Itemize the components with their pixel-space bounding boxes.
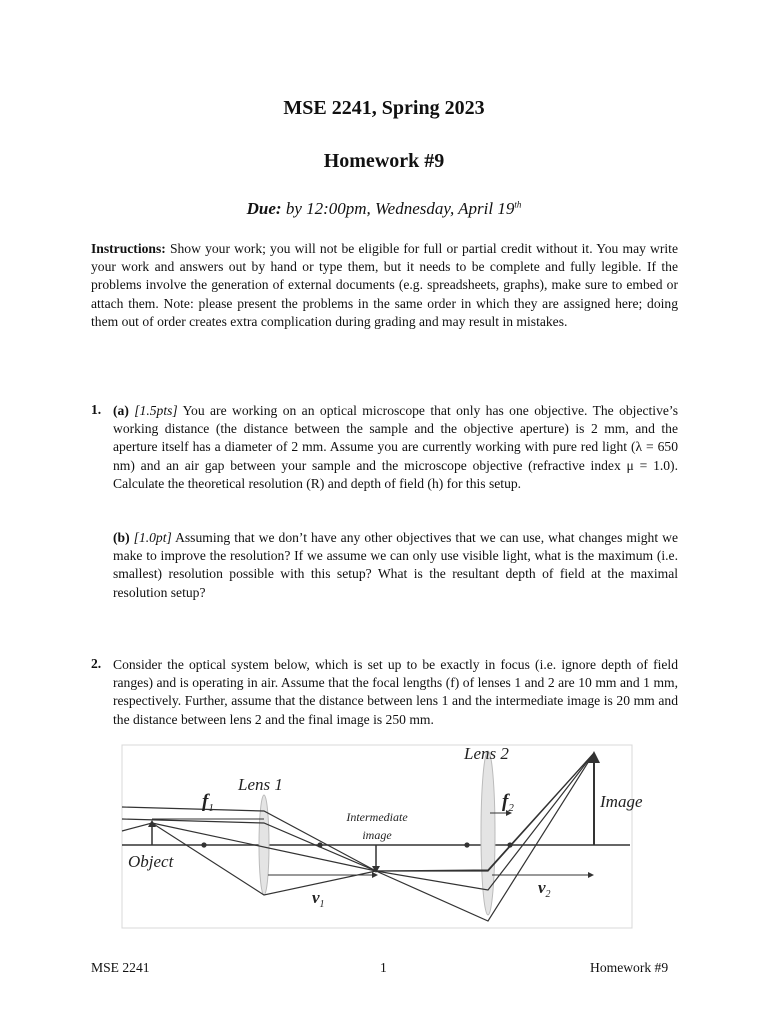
footer-page-number: 1	[380, 960, 387, 975]
v2-letter: v	[538, 878, 546, 897]
focal-point-1	[201, 842, 206, 847]
part-b-label: (b)	[113, 530, 130, 545]
instructions	[91, 240, 678, 331]
instructions-text: Show your work; you will not be eligible for full or partial credit without it. You may write your work and answers out by hand or type them, but it needs to be complete and fully legible. If the problems involve the generation of external documents (e.g. spreadsheets, graphs), make sure to embed or attach them. Note: please present the problems in the same order in which they are assigned here; doing them out of order creates extra complication during grading and may result in mistakes.	[91, 241, 678, 329]
problem1-part-b	[113, 529, 678, 602]
optical-diagram	[122, 744, 643, 928]
lens2-label: Lens 2	[464, 744, 509, 763]
image-label: Image	[600, 792, 643, 811]
problem2-number: 2.	[91, 656, 102, 671]
problem1-part-a	[113, 402, 678, 493]
part-b-points: [1.0pt]	[129, 530, 172, 545]
footer-right: Homework #9	[590, 960, 669, 975]
part-a-points: [1.5pts]	[128, 403, 178, 418]
intermediate-label-line1: Intermediate	[346, 810, 408, 824]
instructions-label: Instructions:	[91, 241, 166, 256]
f1-letter: f	[202, 791, 209, 812]
focal-point-3	[464, 842, 469, 847]
part-a-label: (a)	[113, 403, 129, 418]
lens1-label: Lens 1	[238, 775, 283, 794]
homework-title: Homework #9	[323, 150, 445, 172]
due-text: by 12:00pm, Wednesday, April 19	[281, 199, 515, 218]
focal-point-2	[317, 842, 322, 847]
v1-letter: v	[312, 888, 320, 907]
focal-point-4	[507, 842, 512, 847]
course-title: MSE 2241, Spring 2023	[283, 97, 485, 119]
part-a-text: You are working on an optical microscope that only has one objective. The objective’s working distance (the distance between the sample and the objective aperture) is 2 mm, and the aperture itself has a diameter of 2 mm. Assume you are currently working with pure red light (λ = 650 nm) and an air gap between your sample and the microscope objective (refractive index μ = 1.0). Calculate the theoretical resolution (R) and depth of field (h) for this setup.	[113, 403, 678, 491]
due-date	[0, 199, 768, 219]
f2-letter: f	[502, 791, 509, 812]
lens1-shape	[259, 795, 269, 895]
due-label: Due:	[246, 199, 282, 218]
footer-left: MSE 2241	[91, 960, 150, 975]
intermediate-label-line2: image	[362, 828, 392, 842]
due-sup: th	[514, 199, 522, 210]
v1-subscript: 1	[319, 899, 325, 910]
v2-subscript: 2	[545, 889, 551, 900]
part-b-text: Assuming that we don’t have any other objectives that we can use, what changes might we make to improve the resolution? If we assume we can only use visible light, what is the maximum (i.e. smallest) resolution possible with this setup? What is the resultant depth of field at the maximal resolution setup?	[113, 530, 678, 600]
f2-subscript: 2	[508, 802, 514, 814]
f1-subscript: 1	[208, 802, 214, 814]
problem2-text: Consider the optical system below, which is set up to be exactly in focus (i.e. ignore depth of field ranges) and is operating in air. Assume that the focal lengths (f) of lenses 1 and 2 are 10 mm and 1 mm, respectively. Further, assume that the distance between lens 1 and the intermediate image is 20 mm and the distance between lens 2 and the final image is 250 mm.	[113, 657, 678, 727]
object-label: Object	[128, 852, 174, 871]
problem1-number: 1.	[91, 402, 102, 417]
